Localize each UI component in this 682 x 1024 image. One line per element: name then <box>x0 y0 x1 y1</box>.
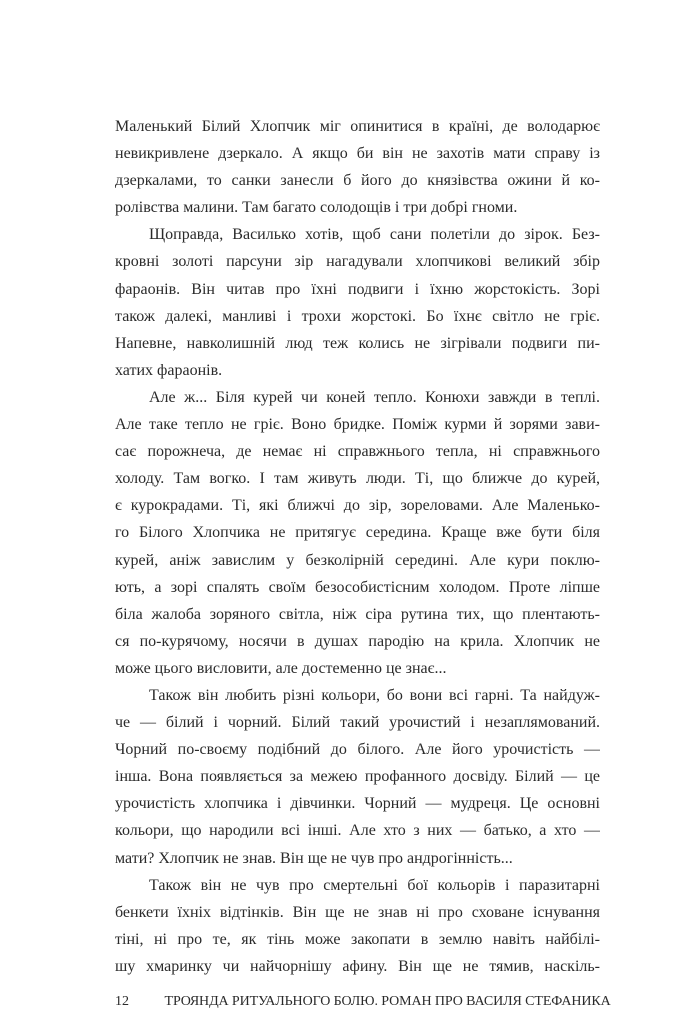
text-line: Також він любить різні кольори, бо вони всі гарні. Та найдуж- <box>149 686 600 704</box>
running-title: ТРОЯНДА РИТУАЛЬНОГО БОЛЮ. РОМАН ПРО ВАСИЛЯ СТЕФАНИКА <box>164 994 611 1009</box>
paragraph <box>115 221 600 384</box>
text-line: шу хмаринку чи найчорнішу афину. Він ще не тямив, наскіль- <box>115 957 600 975</box>
page-number: 12 <box>115 994 129 1009</box>
text-line: може цього висловити, але достеменно це знає... <box>115 659 447 677</box>
text-line: Маленький Білий Хлопчик міг опинитися в країні, де володарює <box>115 118 600 135</box>
text-line: біла жалоба зоряного світла, ніж сіра рутина тих, що плентають- <box>115 605 600 623</box>
text-line: холоду. Там вогко. І там живуть люди. Ті, що ближче до курей, <box>115 470 600 488</box>
text-line: фараонів. Він читав про їхні подвиги і їхню жорстокість. Зорі <box>115 280 600 298</box>
text-line: є курокрадами. Ті, які ближчі до зір, зореловами. Але Маленько- <box>115 497 600 515</box>
body-text <box>115 113 600 980</box>
text-line: хатих фараонів. <box>115 361 223 379</box>
text-line: кольори, що народили всі інші. Але хто з них — батько, а хто — <box>115 822 600 840</box>
text-line: че — білий і чорний. Білий такий урочистий і незаплямований. <box>115 714 600 732</box>
text-line: ють, а зорі спалять своїм безособистісним холодом. Проте ліпше <box>115 578 600 596</box>
text-line: урочистість хлопчика і дівчинки. Чорний — мудреця. Це основні <box>115 795 600 813</box>
text-line: бенкети їхніх відтінків. Він ще не знав ні про сховане існування <box>115 903 600 921</box>
text-line: ся по-курячому, носячи в душах пародію на крила. Хлопчик не <box>115 632 600 650</box>
text-line: ролівства малини. Там багато солодощів і три добрі гноми. <box>115 199 518 217</box>
page-footer <box>115 992 611 1012</box>
text-line: кровні золоті парсуни зір нагадували хлопчикові великий збір <box>115 253 600 271</box>
text-line: Напевне, навколишній люд теж колись не зігрівали подвиги пи- <box>115 334 600 352</box>
paragraph <box>115 384 600 682</box>
text-line: інша. Вона появляється за межею профанного досвіду. Білий — це <box>115 768 600 786</box>
text-line: Також він не чув про смертельні бої кольорів і паразитарні <box>149 876 600 894</box>
text-line: Щоправда, Василько хотів, щоб сани полетіли до зірок. Без- <box>149 226 600 244</box>
paragraph <box>115 113 600 221</box>
text-line: Але таке тепло не гріє. Воно бридке. Поміж курми й зорями зави- <box>115 416 600 434</box>
text-line: дзеркалами, то санки занесли б його до князівства ожини й ко- <box>115 172 600 190</box>
text-line: сає порожнеча, де немає ні справжнього тепла, ні справжнього <box>115 443 600 461</box>
text-line: також далекі, манливі і трохи жорстокі. Бо їхнє світло не гріє. <box>115 307 600 325</box>
text-line: мати? Хлопчик не знав. Він ще не чув про андрогінність... <box>115 849 513 867</box>
text-line: го Білого Хлопчика не притягує середина. Краще вже бути біля <box>115 524 600 542</box>
paragraph <box>115 872 600 980</box>
text-line: Але ж... Біля курей чи коней тепло. Конюхи завжди в теплі. <box>149 388 600 406</box>
paragraph <box>115 682 600 872</box>
text-line: курей, аніж завислим у безколірній середині. Але кури поклю- <box>115 551 600 569</box>
text-line: тіні, ні про те, як тінь може закопати в землю навіть найбілі- <box>115 930 600 948</box>
text-line: невикривлене дзеркало. А якщо би він не захотів мати справу із <box>115 145 600 163</box>
text-line: Чорний по-своєму подібний до білого. Але його урочистість — <box>115 741 600 759</box>
